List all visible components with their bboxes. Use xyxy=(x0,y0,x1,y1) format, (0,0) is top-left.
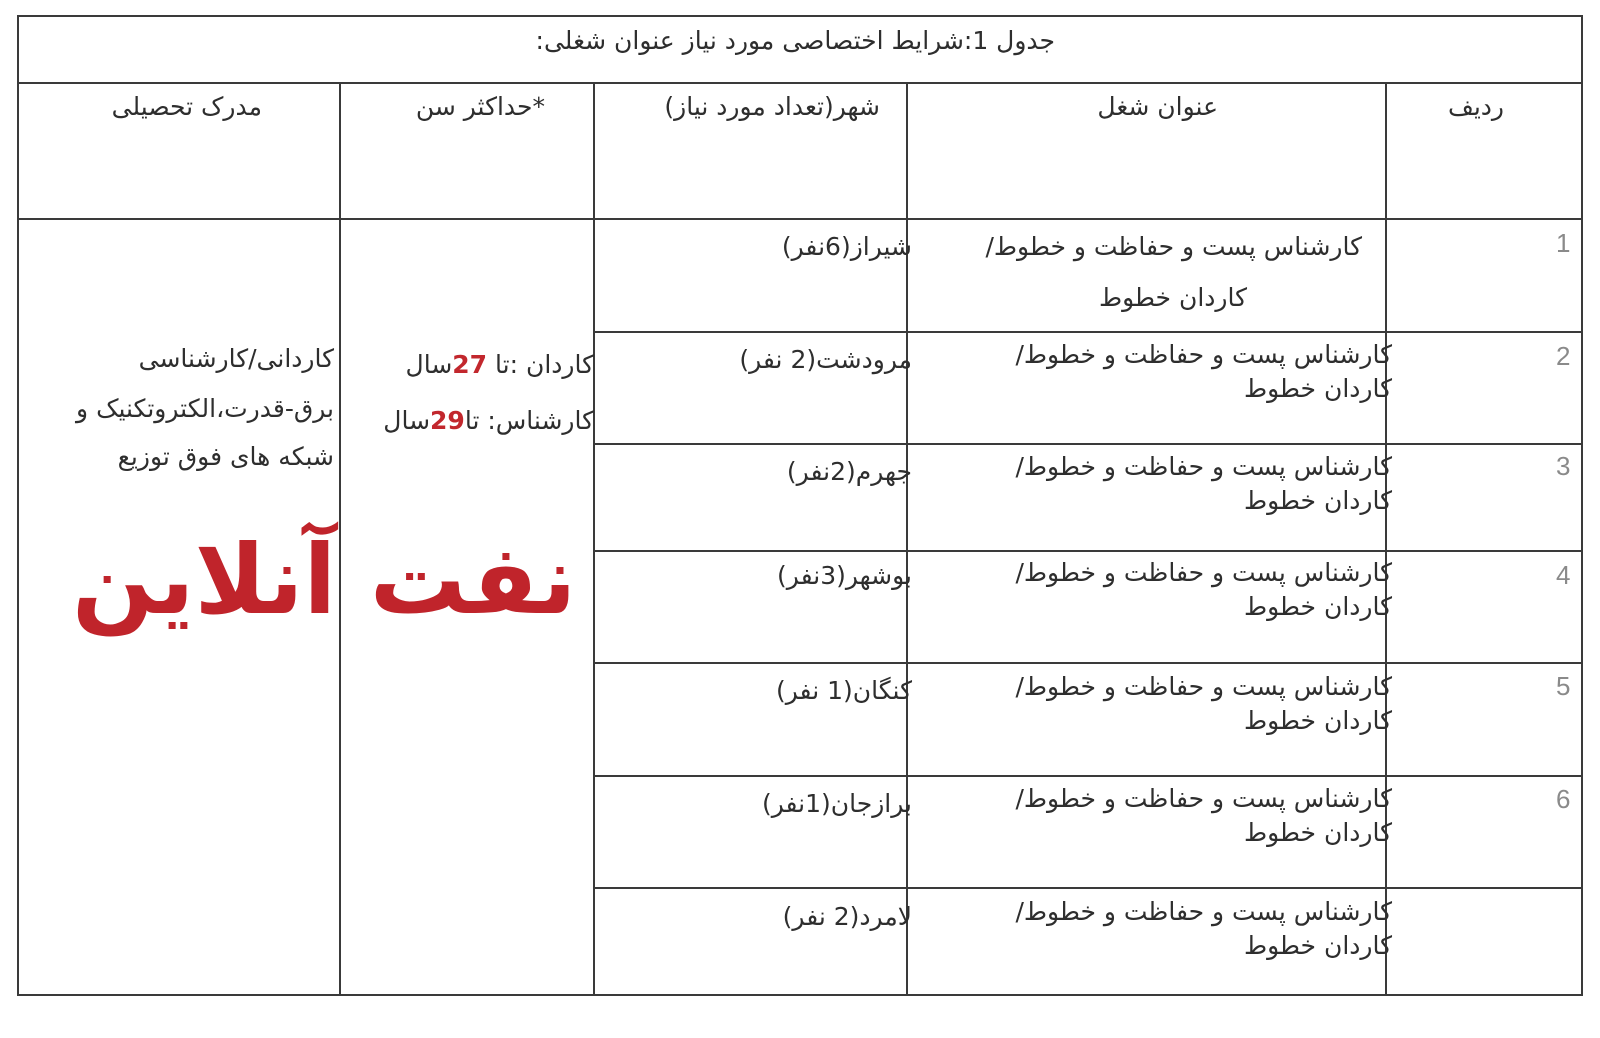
job-title-line2: کاردان خطوط xyxy=(1244,592,1392,621)
job-title-line1: کارشناس پست و حفاظت و خطوط/ xyxy=(1015,672,1392,701)
age-expert xyxy=(383,404,594,438)
job-title-line1: کارشناس پست و حفاظت و خطوط/ xyxy=(1015,558,1392,587)
row-number: 6 xyxy=(1556,784,1571,814)
row-number: 5 xyxy=(1556,671,1571,701)
row-separator xyxy=(593,775,1583,777)
table-top-border xyxy=(17,15,1583,17)
age-expert-label: کارشناس: تا xyxy=(464,406,594,435)
header-row-number: ردیف xyxy=(1447,92,1504,121)
row-number: 1 xyxy=(1556,228,1571,258)
age-expert-value: 29 xyxy=(430,406,465,435)
city-count: بوشهر(3نفر) xyxy=(777,561,912,590)
job-title-line2: کاردان خطوط xyxy=(1244,931,1392,960)
city-count: مرودشت(2 نفر) xyxy=(739,345,912,374)
col-divider-job-row xyxy=(1385,82,1387,996)
age-technician-label: کاردان :تا xyxy=(487,350,594,379)
table-left-border xyxy=(17,15,19,996)
row-separator xyxy=(593,331,1583,333)
job-title-line1: کارشناس پست و حفاظت و خطوط/ xyxy=(985,232,1362,261)
table-right-border xyxy=(1581,15,1583,996)
row-separator xyxy=(593,662,1583,664)
job-title-line2: کاردان خطوط xyxy=(1244,374,1392,403)
job-title-line1: کارشناس پست و حفاظت و خطوط/ xyxy=(1015,452,1392,481)
age-expert-unit: سال xyxy=(383,406,431,435)
degree-line1: کاردانی/کارشناسی xyxy=(138,344,334,373)
age-technician xyxy=(406,348,594,382)
job-title-line2: کاردان خطوط xyxy=(1244,818,1392,847)
caption-bottom-border xyxy=(17,82,1583,84)
job-title-line2: کاردان خطوط xyxy=(1244,486,1392,515)
row-separator xyxy=(593,887,1583,889)
watermark-logo: نفت آنلاین xyxy=(72,524,577,636)
col-divider-age-city xyxy=(593,82,595,996)
job-title-line1: کارشناس پست و حفاظت و خطوط/ xyxy=(1015,340,1392,369)
col-divider-city-job xyxy=(906,82,908,996)
city-count: شیراز(6نفر) xyxy=(781,232,912,261)
row-number: 3 xyxy=(1556,451,1571,481)
city-count: کنگان(1 نفر) xyxy=(776,676,912,705)
degree-line3: شبکه های فوق توزیع xyxy=(117,442,334,471)
row-separator xyxy=(593,443,1583,445)
row-number: 2 xyxy=(1556,341,1571,371)
job-title-line2: کاردان خطوط xyxy=(1244,706,1392,735)
row-separator xyxy=(593,550,1583,552)
header-city: شهر(تعداد مورد نیاز) xyxy=(664,92,880,121)
table-bottom-border xyxy=(17,994,1583,996)
degree-line2: برق-قدرت،الکتروتکنیک و xyxy=(76,394,334,423)
row-number: 4 xyxy=(1556,560,1571,590)
city-count: لامرد(2 نفر) xyxy=(782,902,912,931)
city-count: جهرم(2نفر) xyxy=(786,457,912,486)
header-bottom-border xyxy=(17,218,1583,220)
header-job-title: عنوان شغل xyxy=(1097,92,1218,121)
city-count: برازجان(1نفر) xyxy=(761,789,912,818)
job-title-line1: کارشناس پست و حفاظت و خطوط/ xyxy=(1015,784,1392,813)
header-degree: مدرک تحصیلی xyxy=(111,92,262,121)
job-title-line2: کاردان خطوط xyxy=(1099,283,1247,312)
job-title-line1: کارشناس پست و حفاظت و خطوط/ xyxy=(1015,897,1392,926)
age-technician-value: 27 xyxy=(452,350,488,379)
age-technician-unit: سال xyxy=(405,350,453,379)
header-max-age: *حداکثر سن xyxy=(415,92,545,121)
table-caption: جدول 1:شرایط اختصاصی مورد نیاز عنوان شغلی: xyxy=(535,26,1055,55)
